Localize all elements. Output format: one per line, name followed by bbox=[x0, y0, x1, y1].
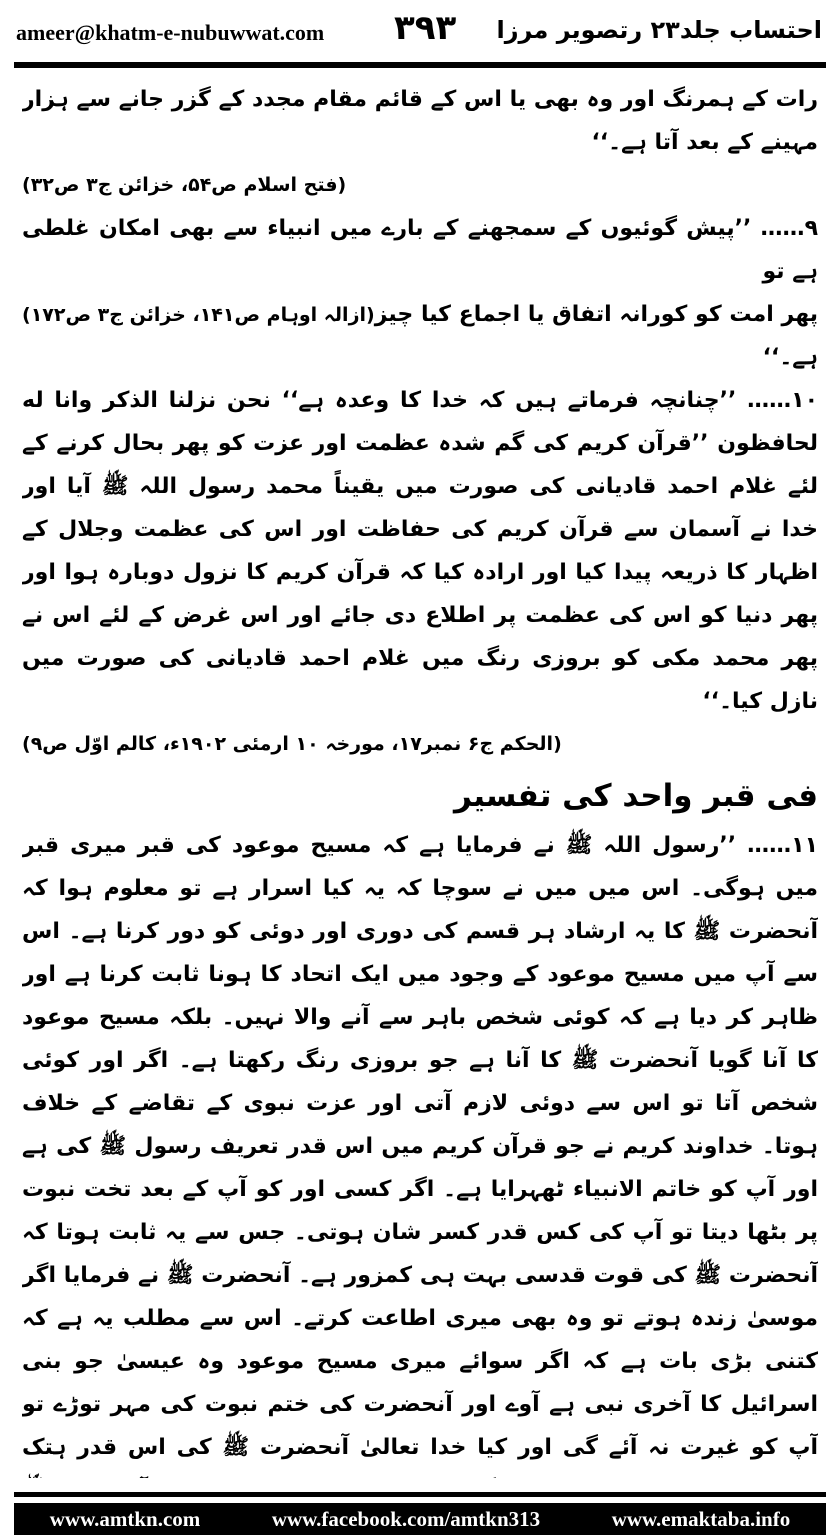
footer-link-emaktaba[interactable]: www.emaktaba.info bbox=[611, 1506, 791, 1531]
paragraph-10-body: ’’قرآن کریم کی گم شدہ عظمت اور عزت کو پھر بحال کرنے کے لئے غلام احمد قادیانی کی صورت میں یقیناً محمد رسول اللہ ﷺ آیا اور خدا نے آسمان سے قرآن کریم کی حفاظت اور اس کی عظمت وجلال کے اظہار کا ذریعہ پیدا کیا اور ارادہ کیا کہ قرآن کریم کا نزول دوبارہ ہوا اور پھر دنیا کو اس کی عظمت پر اطلاع دی جائے اور اس غرض کے لئے اس نے پھر محمد مکی کو بروزی رنگ میں غلام احمد قادیانی کی صورت میں نازل کیا۔‘‘ bbox=[22, 431, 818, 714]
reference-izala-auham: (ازالہ اوہام ص۱۴۱، خزائن ج۳ ص۱۷۲) bbox=[22, 304, 375, 326]
footer-link-facebook[interactable]: www.facebook.com/amtkn313 bbox=[271, 1506, 541, 1531]
paragraph-10-intro: ۱۰…… ’’چنانچہ فرماتے ہیں کہ خدا کا وعدہ ہے‘‘ bbox=[281, 388, 818, 413]
header-rule bbox=[14, 62, 826, 68]
footer-rule bbox=[14, 1492, 826, 1497]
paragraph-continuation: رات کے ہمرنگ اور وہ بھی یا اس کے قائم مقام مجدد کے گزر جانے سے ہزار مہینے کے بعد آتا ہے۔‘‘ bbox=[22, 87, 818, 155]
page-header bbox=[14, 6, 826, 58]
paragraph-9-end-row bbox=[22, 293, 818, 379]
reference-al-hakam-1902: (الحکم ج۶ نمبر۱۷، مورخہ ۱۰ ارمئی ۱۹۰۲ء، کالم اوّل ص۹) bbox=[22, 733, 562, 755]
section-heading: فی قبر واحد کی تفسیر bbox=[453, 778, 818, 814]
page-number: ۳۹۳ bbox=[394, 8, 457, 48]
page-footer bbox=[14, 1503, 826, 1535]
book-title: احتساب جلد۲۳ رتصویر مرزا bbox=[496, 16, 822, 44]
paragraph-11: ۱۱…… ’’رسول اللہ ﷺ نے فرمایا ہے کہ مسیح موعود کی قبر میری قبر میں ہوگی۔ اس میں میں نے سوچا کہ یہ کیا اسرار ہے تو معلوم ہوا کہ آنحضرت ﷺ کا یہ ارشاد ہر قسم کی دوری اور دوئی کو دور کرنا ہے۔ اس سے آپ میں مسیح موعود کے وجود میں ایک اتحاد کا ہونا ثابت کرنا ہے اور ظاہر کر دیا ہے کہ کوئی شخص باہر سے آنے والا نہیں۔ بلکہ مسیح موعود کا آنا گویا آنحضرت ﷺ کا آنا ہے جو بروزی رنگ رکھتا ہے۔ اگر اور کوئی شخص آتا تو اس سے دوئی لازم آتی اور عزت نبوی کے تقاضے کے خلاف ہوتا۔ خداوند کریم نے جو قرآن کریم میں اس قدر تعریف رسول ﷺ کی ہے اور آپ کو خاتم الانبیاء ٹھہرایا ہے۔ اگر کسی اور کو آپ کے بعد تخت نبوت پر بٹھا دیتا تو آپ کی کس قدر کسر شان ہوتی۔ جس سے یہ ثابت ہوتا کہ آنحضرت ﷺ کی قوت قدسی بہت ہی کمزور ہے۔ آنحضرت ﷺ نے فرمایا اگر موسیٰ زندہ ہوتے تو وہ بھی میری اطاعت کرتے۔ اس سے مطلب یہ ہے کہ کتنی بڑی بات ہے کہ اگر سوائے میری مسیح موعود وہ عیسیٰ جو بنی اسرائیل کا آخری نبی ہے آوے اور آنحضرت کی ختم نبوت کی مہر توڑے تو آپ کو غیرت نہ آئے گی اور کیا خدا تعالیٰ آنحضرت ﷺ کی اس قدر ہتک bbox=[22, 833, 818, 1460]
reference-fath-islam: (فتح اسلام ص۵۴، خزائن ج۳ ص۳۲) bbox=[22, 174, 347, 196]
quran-verse: نحن نزلنا الذکر وانا له لحافظون bbox=[22, 388, 818, 456]
paragraph-9-end: پھر امت کو کورانہ اتفاق یا اجماع کیا چیز ہے۔‘‘ bbox=[374, 302, 818, 370]
paragraph-9: ۹…… ’’پیش گوئیوں کے سمجھنے کے بارے میں انبیاء سے بھی امکان غلطی ہے تو bbox=[22, 216, 818, 284]
page-body bbox=[22, 78, 818, 1478]
footer-link-amtkn[interactable]: www.amtkn.com bbox=[49, 1506, 201, 1531]
header-email: ameer@khatm-e-nubuwwat.com bbox=[16, 20, 325, 45]
paragraph-10 bbox=[22, 379, 818, 723]
